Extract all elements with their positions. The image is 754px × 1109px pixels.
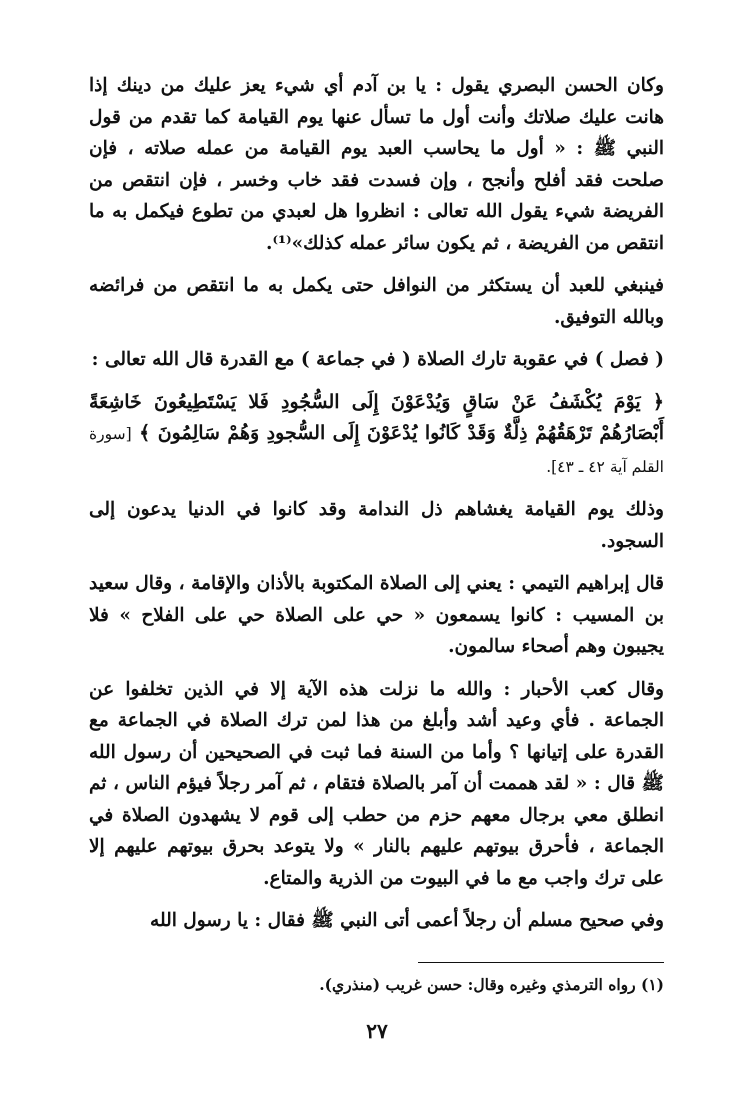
paragraph-day-of-judgement: وذلك يوم القيامة يغشاهم ذل الندامة وقد كانوا في الدنيا يدعون إلى السجود. xyxy=(89,499,664,552)
page-number: ٢٧ xyxy=(366,1019,388,1043)
paragraph-fasl-heading: ( فصل ) في عقوبة تارك الصلاة ( في جماعة ) مع القدرة قال الله تعالى : xyxy=(91,349,664,370)
paragraph-nawafil: فينبغي للعبد أن يستكثر من النوافل حتى يكمل به ما انتقص من فرائضه وبالله التوفيق. xyxy=(89,275,664,328)
paragraph-sahih-muslim: وفي صحيح مسلم أن رجلاً أعمى أتى النبي ﷺ فقال : يا رسول الله xyxy=(150,910,664,931)
quran-reference: [سورة القلم آية ٤٢ ـ ٤٣]. xyxy=(89,425,664,476)
paragraph-hasan-basri: وكان الحسن البصري يقول : يا بن آدم أي شيء يعز عليك من دينك إذا هانت عليك صلاتك وأنت أول ما تسأل عنها يوم القيامة كما تقدم من قول النبي ﷺ : « أول ما يحاسب العبد يوم القيامة من عمله صلاته ، فإن صلحت فقد أفلح وأنجح ، وإن فسدت فقد خاب وخسر ، فإن انتقص من الفريضة شيء يقول الله تعالى : انظروا هل لعبدي من تطوع فيكمل به ما انتقص من الفريضة ، ثم يكون سائر عمله كذلك»⁽¹⁾. xyxy=(89,75,664,254)
footnote: (١) رواه الترمذي وغيره وقال: حسن غريب (منذري). xyxy=(319,975,664,994)
quran-verse: ﴿ يَوْمَ يُكْشَفُ عَنْ سَاقٍ وَيُدْعَوْنَ إِلَى السُّجُودِ فَلا يَسْتَطِيعُونَ خَاشِعَةً أَبْصَارُهُمْ تَرْهَقُهُمْ ذِلَّةٌ وَقَدْ كَانُوا يُدْعَوْنَ إِلَى السُّجودِ وَهُمْ سَالِمُونَ ﴾ xyxy=(89,390,664,444)
footnote-divider xyxy=(418,962,664,963)
paragraph-kaab-ahbar: وقال كعب الأحبار : والله ما نزلت هذه الآية إلا في الذين تخلفوا عن الجماعة . فأي وعيد أشد وأبلغ من هذا لمن ترك الصلاة في الجماعة مع القدرة على إتيانها ؟ وأما من السنة فما ثبت في الصحيحين أن رسول الله ﷺ قال : « لقد هممت أن آمر بالصلاة فتقام ، ثم آمر رجلاً فيؤم الناس ، ثم انطلق معي برجال معهم حزم من حطب إلى قوم لا يشهدون الصلاة في الجماعة ، فأحرق بيوتهم عليهم بالنار » ولا يتوعد بحرق بيوتهم عليهم إلا على ترك واجب مع ما في البيوت من الذرية والمتاع. xyxy=(89,678,664,889)
quran-verse-block xyxy=(89,387,664,484)
paragraph-ibrahim-taymi: قال إبراهيم التيمي : يعني إلى الصلاة المكتوبة بالأذان والإقامة ، وقال سعيد بن المسيب : كانوا يسمعون « حي على الصلاة حي على الفلاح » فلا يجيبون وهم أصحاء سالمون. xyxy=(89,573,664,657)
main-text xyxy=(89,70,664,948)
